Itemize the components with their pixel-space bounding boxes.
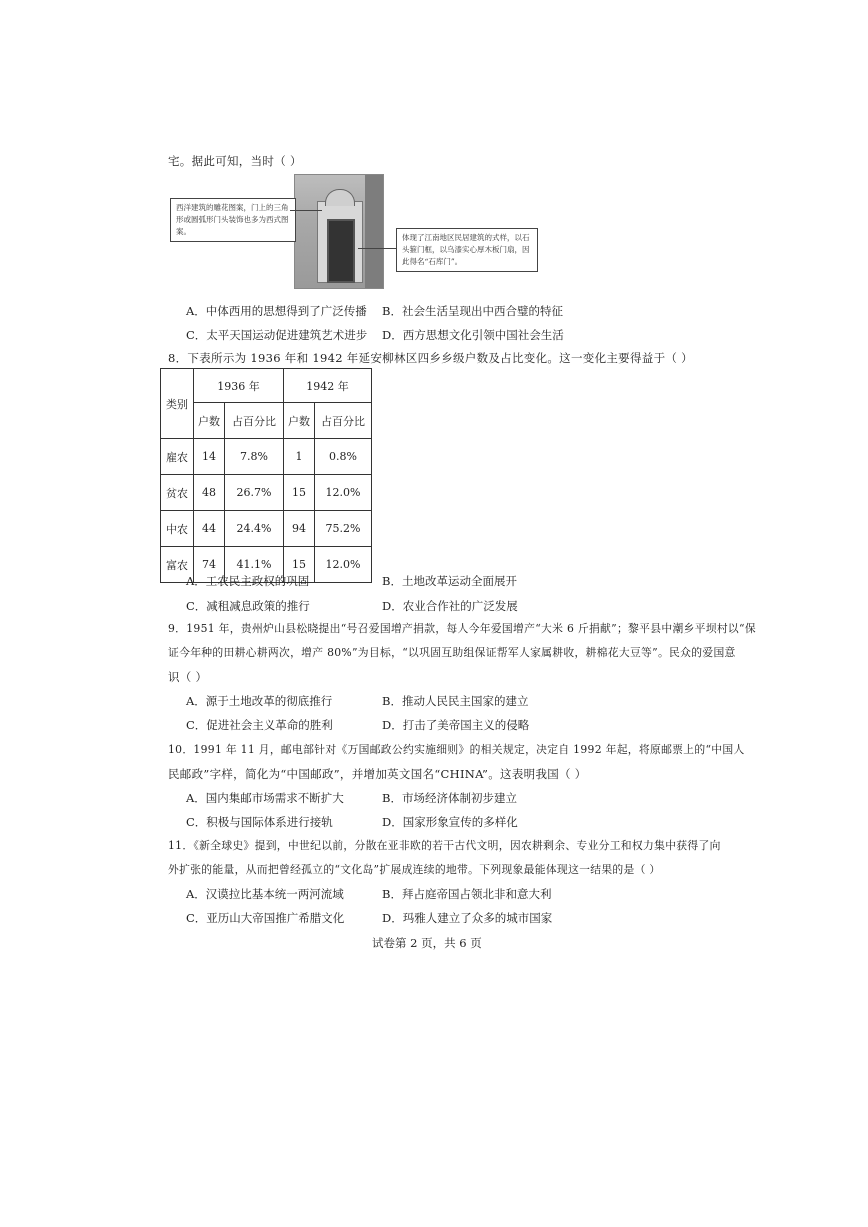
table-cell: 7.8% [225, 439, 284, 475]
table-cell: 75.2% [315, 511, 372, 547]
q11-option-a: A．汉谟拉比基本统一两河流域 [186, 887, 344, 901]
table-cell: 贫农 [161, 475, 194, 511]
table-cell: 44 [194, 511, 225, 547]
q9-option-b: B．推动人民民主国家的建立 [382, 694, 529, 708]
q10-option-b: B．市场经济体制初步建立 [382, 791, 517, 805]
q9-option-c: C．促进社会主义革命的胜利 [186, 718, 333, 732]
q7-option-d: D．西方思想文化引领中国社会生活 [382, 328, 564, 342]
table-cell: 15 [284, 547, 315, 583]
callout-left: 西洋建筑的雕花图案，门上的三角形或圆弧形门头装饰也多为西式图案。 [170, 198, 296, 242]
table-cell: 12.0% [315, 475, 372, 511]
q9-option-d: D．打击了美帝国主义的侵略 [382, 718, 530, 732]
q9-line-2: 证今年种的田耕心耕两次，增产 80%”为目标，“以巩固互助组保证帮军人家属耕收，耕棉花大豆等”。民众的爱国意 [168, 646, 736, 659]
q10-line-2: 民邮政”字样，简化为“中国邮政”，并增加英文国名“CHINA”。这表明我国（ ） [168, 767, 587, 781]
q11-option-c: C．亚历山大帝国推广希腊文化 [186, 911, 345, 925]
q8-household-table [160, 368, 372, 583]
q8-stem: 8．下表所示为 1936 年和 1942 年延安柳林区四乡乡级户数及占比变化。这一变化主要得益于（ ） [168, 351, 693, 365]
table-cell: 1 [284, 439, 315, 475]
q7-option-b: B．社会生活呈现出中西合璧的特征 [382, 304, 563, 318]
shikumen-door-photo [294, 174, 384, 289]
q8-option-d: D．农业合作社的广泛发展 [382, 599, 518, 613]
table-cell: 26.7% [225, 475, 284, 511]
callout-right-pointer [358, 248, 396, 249]
table-year-1936: 1936 年 [194, 369, 284, 403]
q11-line-1: 11．《新全球史》提到，中世纪以前，分散在亚非欧的若干古代文明，因农耕剩余、专业分工和权力集中获得了向 [168, 839, 721, 852]
q9-line-3: 识（ ） [168, 670, 208, 684]
table-cell: 74 [194, 547, 225, 583]
table-row [161, 475, 372, 511]
photo-door [327, 219, 355, 283]
q10-option-c: C．积极与国际体系进行接轨 [186, 815, 333, 829]
q7-option-c: C．太平天国运动促进建筑艺术进步 [186, 328, 368, 342]
q10-line-1: 10．1991 年 11 月，邮电部针对《万国邮政公约实施细则》的相关规定，决定自 1992 年起，将原邮票上的“中国人 [168, 743, 745, 756]
page-footer: 试卷第 2 页，共 6 页 [372, 936, 482, 950]
table-subheader-percent-1936: 占百分比 [225, 403, 284, 439]
q8-option-a: A．工农民主政权的巩固 [186, 574, 310, 588]
table-row [161, 439, 372, 475]
table-cell: 14 [194, 439, 225, 475]
table-year-1942: 1942 年 [284, 369, 372, 403]
q8-option-b: B．土地改革运动全面展开 [382, 574, 517, 588]
q9-line-1: 9．1951 年，贵州炉山县松晓提出“号召爱国增产捐款，每人今年爱国增产“大米 6 斤捐献”；黎平县中潮乡平坝村以“保 [168, 622, 756, 635]
q9-option-a: A．源于土地改革的彻底推行 [186, 694, 333, 708]
table-subheader-count-1942: 户数 [284, 403, 315, 439]
q11-option-d: D．玛雅人建立了众多的城市国家 [382, 911, 553, 925]
callout-left-pointer [290, 210, 322, 211]
q11-line-2: 外扩张的能量，从而把曾经孤立的“文化岛”扩展成连续的地带。下列现象最能体现这一结果的是（ ） [168, 863, 661, 876]
q7-stem: 宅。据此可知，当时（ ） [168, 154, 302, 168]
table-cell: 中农 [161, 511, 194, 547]
table-cell: 48 [194, 475, 225, 511]
photo-wall-shadow [365, 175, 383, 288]
photo-door-pediment [325, 189, 355, 206]
table-subheader-percent-1942: 占百分比 [315, 403, 372, 439]
table-subheader-count-1936: 户数 [194, 403, 225, 439]
table-cell: 41.1% [225, 547, 284, 583]
q7-option-a: A．中体西用的思想得到了广泛传播 [186, 304, 367, 318]
table-cell: 雇农 [161, 439, 194, 475]
table-row [161, 511, 372, 547]
table-cell: 富农 [161, 547, 194, 583]
q8-option-c: C．减租减息政策的推行 [186, 599, 310, 613]
table-cell: 24.4% [225, 511, 284, 547]
q11-option-b: B．拜占庭帝国占领北非和意大利 [382, 887, 552, 901]
table-cell: 94 [284, 511, 315, 547]
table-cell: 15 [284, 475, 315, 511]
q10-option-a: A．国内集邮市场需求不断扩大 [186, 791, 344, 805]
table-cell: 0.8% [315, 439, 372, 475]
table-category-header: 类别 [161, 369, 194, 439]
table-cell: 12.0% [315, 547, 372, 583]
callout-right: 体现了江南地区民居建筑的式样，以石头箍门框，以乌漆实心厚木板门扇，因此得名“石库门”。 [396, 228, 538, 272]
q10-option-d: D．国家形象宣传的多样化 [382, 815, 518, 829]
